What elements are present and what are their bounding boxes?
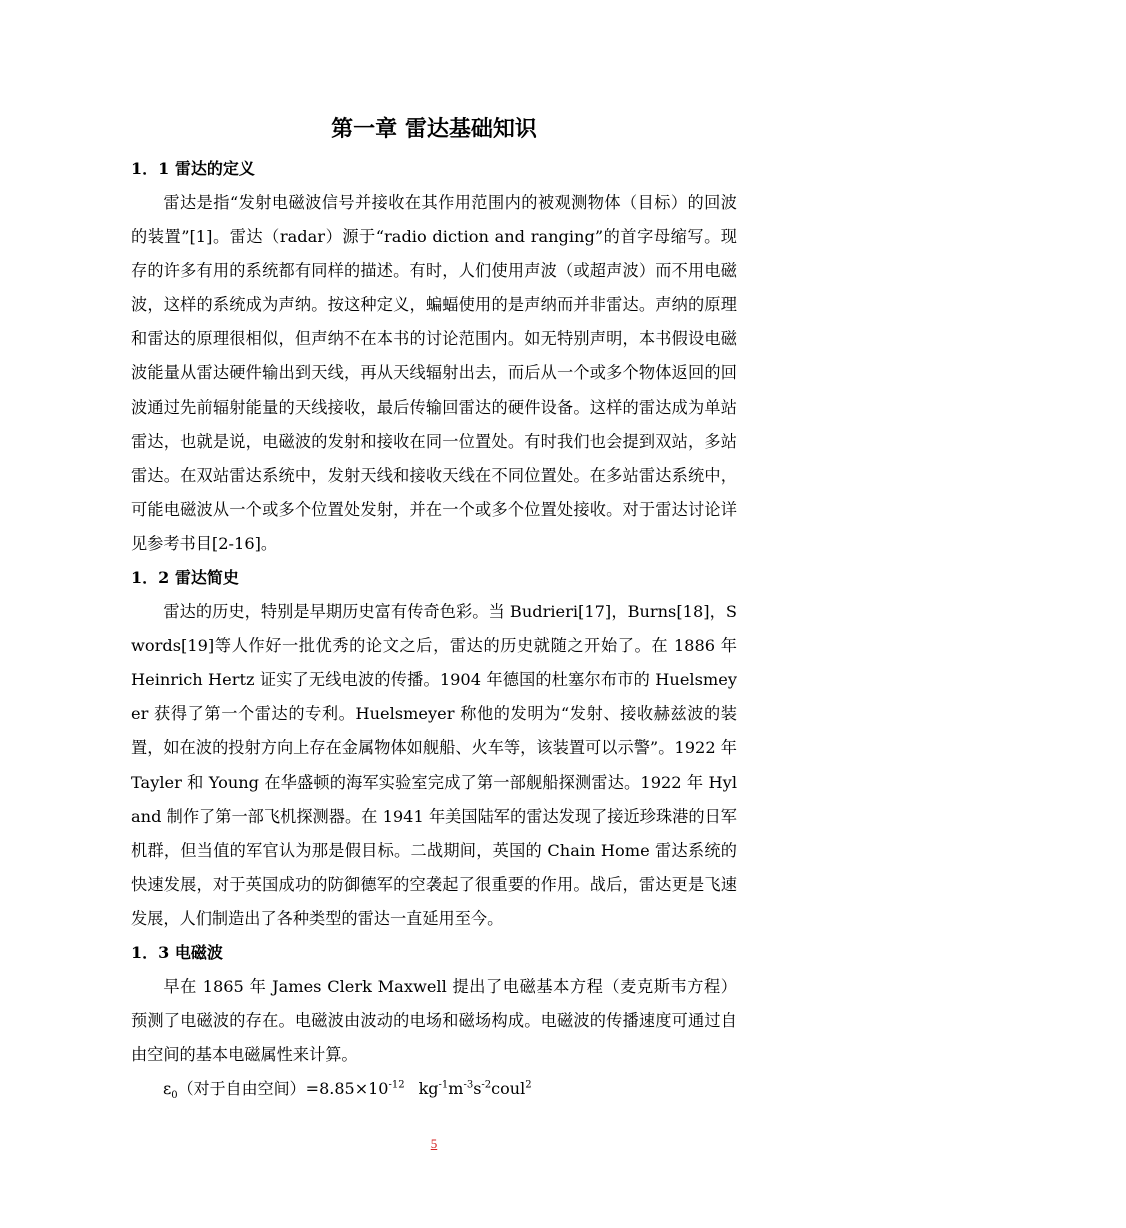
formula-condition: （对于自由空间）=8.85×10 xyxy=(177,1079,389,1099)
formula-unit-coul: coul xyxy=(491,1079,526,1099)
section-1-3 xyxy=(131,936,737,1072)
section-heading: 1．3 电磁波 xyxy=(131,942,223,962)
formula-unit-m: m xyxy=(448,1079,464,1099)
section-heading: 1．1 雷达的定义 xyxy=(131,159,255,178)
page-content xyxy=(131,112,737,1106)
formula-unit-s: s xyxy=(473,1079,482,1099)
formula-unit-kg-exp: -1 xyxy=(438,1079,449,1091)
permittivity-formula xyxy=(131,1072,737,1106)
section-heading: 1．2 雷达简史 xyxy=(131,568,239,588)
formula-symbol-subscript: 0 xyxy=(171,1090,178,1102)
formula-unit-m-exp: -3 xyxy=(463,1079,474,1091)
paragraph: 雷达是指“发射电磁波信号并接收在其作用范围内的被观测物体（目标）的回波的装置”[1]。雷达（radar）源于“radio diction and ranging”的首字母缩写。现存的许多有用的系统都有同样的描述。有时，人们使用声波（或超声波）而不用电磁波，这样的系统成为声纳。按这种定义，蝙蝠使用的是声纳而并非雷达。声纳的原理和雷达的原理很相似，但声纳不在本书的讨论范围内。如无特别声明，本书假设电磁波能量从雷达硬件输出到天线，再从天线辐射出去，而后从一个或多个物体返回的回波通过先前辐射能量的天线接收，最后传输回雷达的硬件设备。这样的雷达成为单站雷达，也就是说，电磁波的发射和接收在同一位置处。有时我们也会提到双站，多站雷达。在双站雷达系统中，发射天线和接收天线在不同位置处。在多站雷达系统中，可能电磁波从一个或多个位置处发射，并在一个或多个位置处接收。对于雷达讨论详见参考书目[2-16]。 xyxy=(131,193,737,553)
formula-unit-kg: kg xyxy=(418,1079,439,1099)
section-1-2 xyxy=(131,561,737,936)
formula-unit-s-exp: -2 xyxy=(481,1079,492,1091)
page-number: 5 xyxy=(430,1136,438,1151)
formula-exponent: -12 xyxy=(388,1079,405,1091)
section-1-1 xyxy=(131,152,737,561)
formula-unit-coul-exp: 2 xyxy=(525,1079,532,1091)
paragraph: 早在 1865 年 James Clerk Maxwell 提出了电磁基本方程（麦克斯韦方程）预测了电磁波的存在。电磁波由波动的电场和磁场构成。电磁波的传播速度可通过自由空间的基本电磁属性来计算。 xyxy=(131,976,737,1065)
chapter-title: 第一章 雷达基础知识 xyxy=(331,116,537,142)
paragraph: 雷达的历史，特别是早期历史富有传奇色彩。当 Budrieri[17]，Burns[18]，Swords[19]等人作好一批优秀的论文之后，雷达的历史就随之开始了。在 1886 年 Heinrich Hertz 证实了无线电波的传播。1904 年德国的杜塞尔布市的 Huelsmeyer 获得了第一个雷达的专利。Huelsmeyer 称他的发明为“发射、接收赫兹波的装置，如在波的投射方向上存在金属物体如舰船、火车等，该装置可以示警”。1922 年 Tayler 和 Young 在华盛顿的海军实验室完成了第一部舰船探测雷达。1922 年 Hyland 制作了第一部飞机探测器。在 1941 年美国陆军的雷达发现了接近珍珠港的日军机群，但当值的军官认为那是假目标。二战期间，英国的 Chain Home 雷达系统的快速发展，对于英国成功的防御德军的空袭起了很重要的作用。战后，雷达更是飞速发展，人们制造出了各种类型的雷达一直延用至今。 xyxy=(131,602,737,928)
formula-symbol: ε xyxy=(163,1079,172,1099)
